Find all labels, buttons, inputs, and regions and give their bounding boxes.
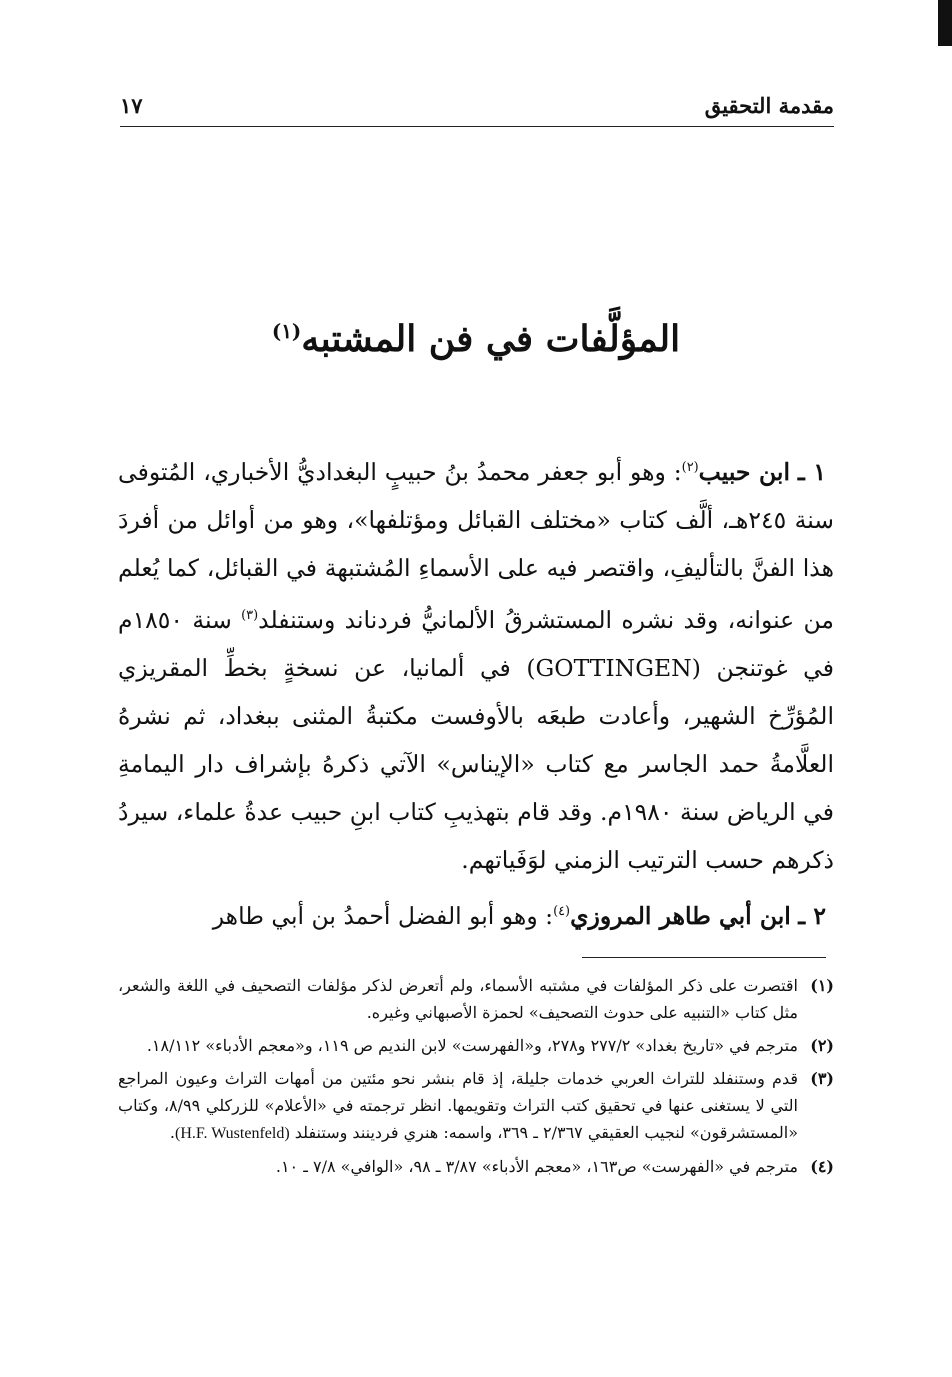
chapter-title-footnote-ref: (١) — [271, 319, 302, 343]
footnote-rule — [582, 957, 826, 958]
footnote — [118, 972, 834, 1026]
entry-footnote-ref: (٤) — [553, 903, 571, 919]
footnote-period: . — [169, 1123, 175, 1142]
chapter-title-text: المؤلَّفات في فن المشتبه — [301, 318, 681, 360]
header-rule — [120, 126, 834, 127]
entry-text: سنة ١٨٥٠م في غوتنجن (GOTTINGEN) في ألمانيا، عن نسخةٍ بخطِّ المقريزي المُؤرِّخ الشهير، وأعادت طبعَه بالأوفست مكتبةُ المثنى ببغداد، ثم نشرهُ العلَّامةُ حمد الجاسر مع كتاب «الإيناس» الآتي ذكرهُ بإشراف دار اليمامةِ في الرياض سنة ١٩٨٠م. وقد قام بتهذيبِ كتاب ابنِ حبيب عدةُ علماء، سيردُ ذكرهم حسب الترتيب الزمني لوَفَياتهم. — [118, 605, 834, 874]
chapter-title — [0, 318, 952, 360]
entry-number: ٢ ـ — [798, 901, 826, 930]
entry-text: : وهو أبو جعفر محمدُ بنُ حبيبٍ البغداديُّ الأخباري، المُتوفى سنة ٢٤٥هـ، ألَّف كتاب «مختلف القبائل ومؤتلفها»، وهو من أوائل من أفردَ هذا الفنَّ بالتأليفِ، واقتصر فيه على الأسماءِ المُشتبهة في القبائل، كما يُعلم من عنوانه، وقد نشره المستشرقُ الألمانيُّ فردناند وستنفلد — [118, 457, 834, 634]
footnote-number: (٤) — [810, 1157, 834, 1176]
page-number: ١٧ — [120, 92, 143, 118]
entry-name: ابن حبيب — [698, 457, 790, 486]
entry-ibn-habib — [118, 444, 834, 884]
entry-number: ١ ـ — [797, 457, 826, 486]
footnote-text: مترجم في «تاريخ بغداد» ٢٧٧/٢ و٢٧٨، و«الفهرست» لابن النديم ص ١١٩، و«معجم الأدباء» ١٨/١١٢. — [146, 1036, 798, 1055]
footnote-number: (١) — [810, 976, 834, 995]
footnote-latin-name: (H.F. Wustenfeld) — [175, 1125, 290, 1142]
running-header — [120, 88, 834, 122]
footnote-number: (٢) — [810, 1036, 834, 1055]
entry-footnote-ref: (٢) — [681, 460, 699, 475]
entry-text: : وهو أبو الفضل أحمدُ بن أبي طاهر — [212, 901, 554, 930]
footnote — [118, 1153, 834, 1180]
entry-footnote-ref: (٣) — [241, 607, 259, 623]
footnote-number: (٣) — [810, 1069, 834, 1088]
footnote-text-arabic: قدم وستنفلد للتراث العربي خدمات جليلة، إذ قام بنشر نحو مئتين من أمهات التراث وعيون المراجع التي لا يستغنى عنها في تحقيق كتب التراث وتقويمها. انظر ترجمته في «الأعلام» للزركلي ٨/٩٩، وكتاب «المستشرقون» لنجيب العقيقي ٢/٣٦٧ ـ ٣٦٩، واسمه: هنري فردينند وستنفلد — [118, 1069, 798, 1142]
footnote — [118, 1065, 834, 1147]
footnotes — [118, 972, 834, 1186]
footnote — [118, 1032, 834, 1059]
footnote-text: اقتصرت على ذكر المؤلفات في مشتبه الأسماء، ولم أتعرض لذكر مؤلفات التصحيف في اللغة والشعر، مثل كتاب «التنبيه على حدوث التصحيف» لحمزة الأصبهاني وغيره. — [118, 976, 799, 1022]
entry-ibn-abi-tahir — [118, 888, 834, 940]
running-title: مقدمة التحقيق — [704, 92, 834, 118]
footnote-text: مترجم في «الفهرست» ص١٦٣، «معجم الأدباء» ٣/٨٧ ـ ٩٨، «الوافي» ٧/٨ ـ ١٠. — [275, 1157, 798, 1176]
main-text — [118, 444, 834, 939]
footnote-text — [118, 1065, 798, 1147]
scan-edge-mark — [938, 0, 952, 46]
entry-name: ابن أبي طاهر المروزي — [570, 901, 791, 930]
